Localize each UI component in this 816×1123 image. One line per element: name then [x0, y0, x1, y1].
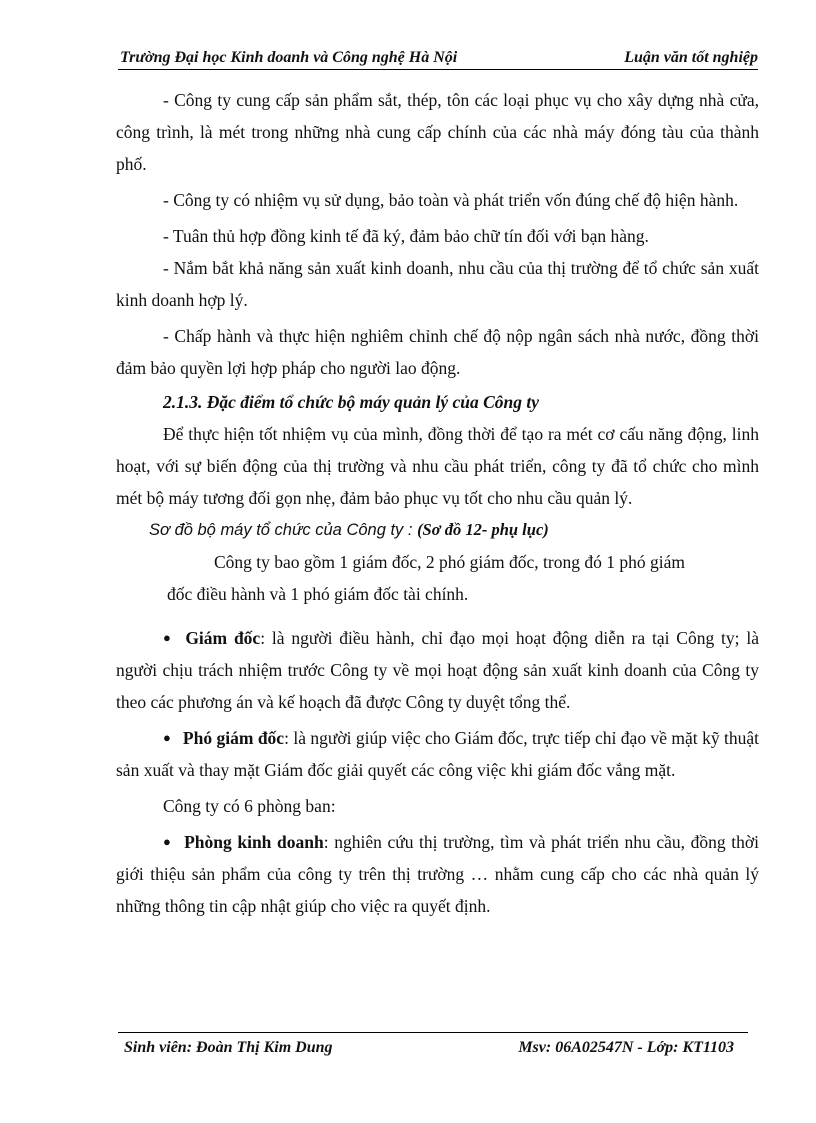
paragraph-management-line1: Công ty bao gồm 1 giám đốc, 2 phó giám đốc, trong đó 1 phó giám: [214, 552, 685, 572]
page-header: [118, 47, 758, 70]
paragraph-capital-duty: - Công ty có nhiệm vụ sử dụng, bảo toàn và phát triển vốn đúng chế độ hiện hành.: [163, 190, 739, 210]
paragraph-budget-obligation: - Chấp hành và thực hiện nghiêm chỉnh chế độ nộp ngân sách nhà nước, đồng thời đảm bảo quyền lợi hợp pháp cho người lao động.: [116, 326, 759, 378]
bullet-sales-department: [116, 826, 759, 922]
document-body: [116, 84, 759, 922]
bullet-director: [116, 622, 759, 718]
footer-student-name: Sinh viên: Đoàn Thị Kim Dung: [124, 1039, 333, 1056]
page-footer: [118, 1032, 748, 1059]
paragraph-market-needs: - Nắm bắt khả năng sản xuất kinh doanh, nhu cầu của thị trường để tổ chức sản xuất kinh doanh hợp lý.: [116, 258, 759, 310]
diagram-reference-line: [116, 514, 759, 546]
bullet-term: Phó giám đốc: [182, 728, 285, 748]
paragraph-departments: Công ty có 6 phòng ban:: [163, 796, 336, 816]
paragraph-org-structure: Để thực hiện tốt nhiệm vụ của mình, đồng thời để tạo ra mét cơ cấu năng động, linh hoạt, với sự biến động của thị trường và nhu cầu phát triển, công ty đã tổ chức cho mình mét bộ máy tương đối gọn nhẹ, đảm bảo phục vụ tốt cho nhu cầu quản lý.: [116, 424, 759, 508]
bullet-icon: ●: [163, 730, 171, 745]
bullet-text: : nghiên cứu thị trường, tìm và phát triển nhu cầu, đồng thời giới thiệu sản phẩm của công ty trên thị trường … nhằm cung cấp cho các nhà quản lý những thông tin cập nhật giúp cho việc ra quyết định.: [116, 832, 759, 916]
bullet-text: : là người giúp việc cho Giám đốc, trực tiếp chỉ đạo về mặt kỹ thuật sản xuất và thay mặt Giám đốc giải quyết các công việc khi giám đốc vắng mặt.: [116, 728, 759, 780]
bullet-deputy-director: [116, 722, 759, 786]
diagram-label: Sơ đồ bộ máy tổ chức của Công ty :: [149, 521, 418, 539]
paragraph-management-line2: đốc điều hành và 1 phó giám đốc tài chính.: [167, 584, 469, 604]
header-school-name: Trường Đại học Kinh doanh và Công nghệ Hà Nội: [120, 49, 458, 66]
section-title: 2.1.3. Đặc điểm tổ chức bộ máy quản lý của Công ty: [163, 392, 540, 412]
bullet-term: Phòng kinh doanh: [184, 832, 324, 852]
paragraph-contract-compliance: - Tuân thủ hợp đồng kinh tế đã ký, đảm bảo chữ tín đối với bạn hàng.: [163, 226, 649, 246]
footer-student-id: Msv: 06A02547N - Lớp: KT1103: [518, 1039, 734, 1056]
header-doc-type: Luận văn tốt nghiệp: [624, 49, 758, 66]
bullet-icon: ●: [163, 834, 173, 849]
bullet-text: : là người điều hành, chỉ đạo mọi hoạt động diễn ra tại Công ty; là người chịu trách nhiệm trước Công ty về mọi hoạt động sản xuất kinh doanh của Công ty theo các phương án và kế hoạch đã được Công ty duyệt tổng thể.: [116, 628, 759, 712]
paragraph-product-supply: - Công ty cung cấp sản phẩm sắt, thép, tôn các loại phục vụ cho xây dựng nhà cửa, công trình, là mét trong những nhà cung cấp chính của các nhà máy đóng tàu của thành phố.: [116, 90, 759, 174]
bullet-icon: ●: [163, 630, 174, 645]
diagram-ref: (Sơ đồ 12- phụ lục): [417, 520, 549, 539]
bullet-term: Giám đốc: [185, 628, 261, 648]
